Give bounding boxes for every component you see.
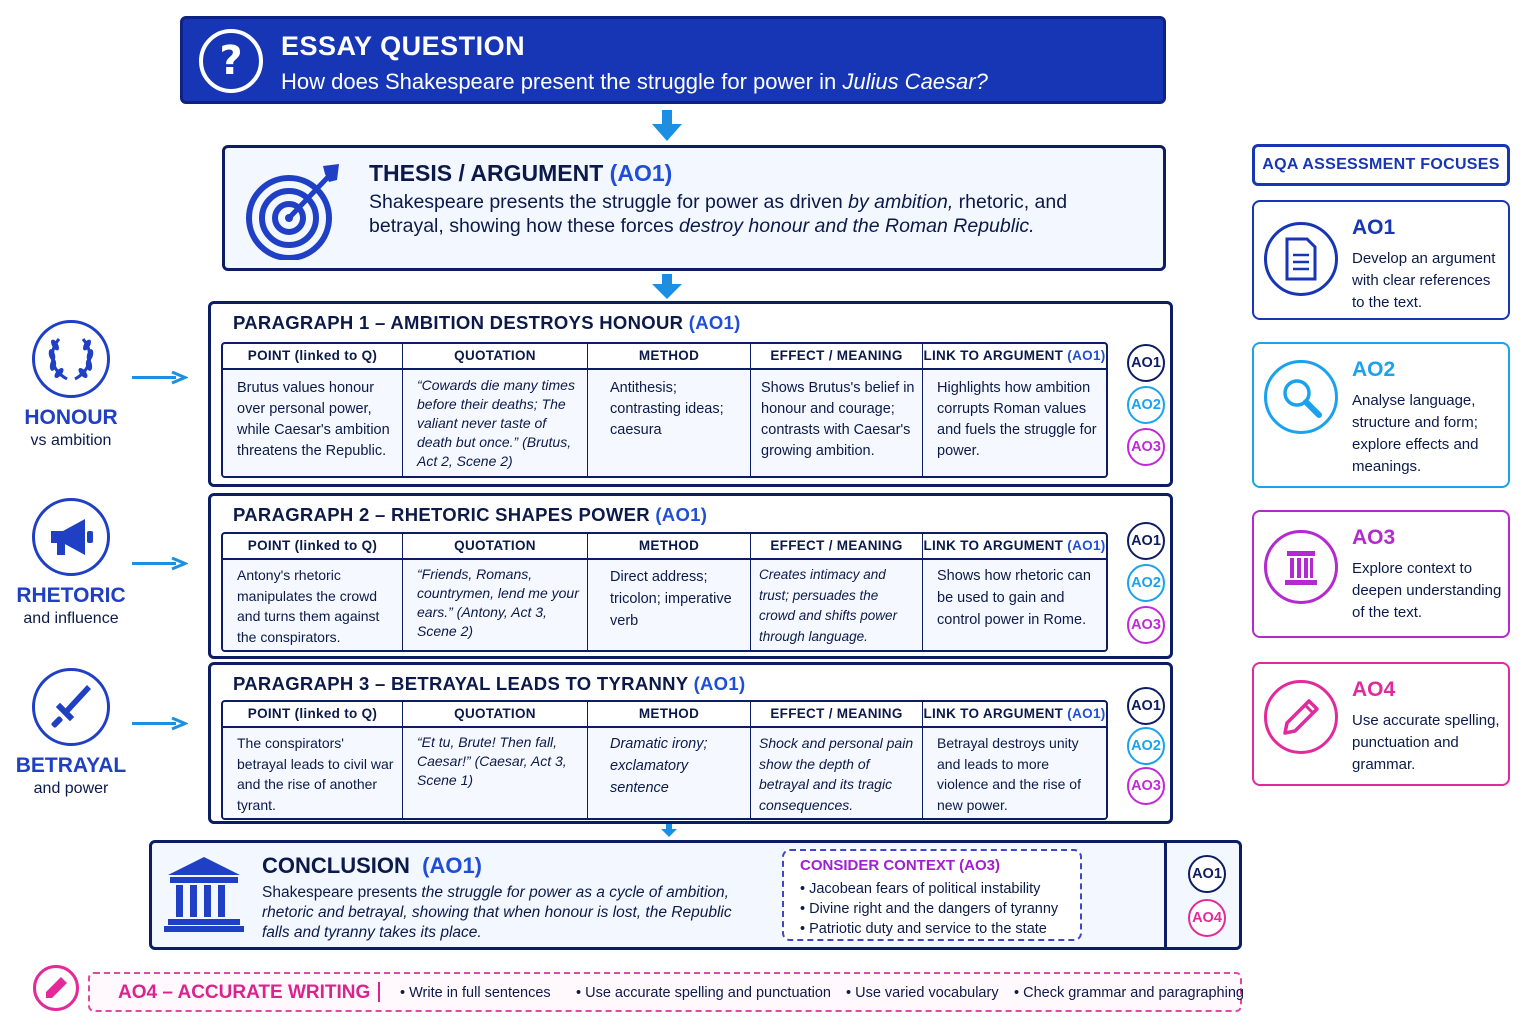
context-item: • Divine right and the dangers of tyranny xyxy=(800,899,1058,919)
arrow-right-icon xyxy=(132,371,188,385)
column-header: METHOD xyxy=(588,534,751,560)
context-item: • Patriotic duty and service to the state xyxy=(800,919,1058,939)
ao-badge: AO1 xyxy=(1188,855,1226,893)
arrow-down-icon xyxy=(650,110,684,142)
column-header: QUOTATION xyxy=(403,534,588,560)
writing-item: • Use varied vocabulary xyxy=(846,985,999,1001)
column-header: LINK TO ARGUMENT (AO1) xyxy=(923,344,1106,370)
writing-item: • Check grammar and paragraphing xyxy=(1014,985,1244,1001)
context-item: • Jacobean fears of political instability xyxy=(800,879,1058,899)
question-icon: ? xyxy=(199,29,263,93)
quotation-cell: “Et tu, Brute! Then fall, Caesar!” (Caesar, Act 3, Scene 1) xyxy=(403,728,588,819)
conclusion-panel xyxy=(149,840,1242,950)
column-header: POINT (linked to Q) xyxy=(223,702,403,728)
theme-subtitle: and influence xyxy=(23,610,119,627)
point-cell: Antony's rhetoric manipulates the crowd and turns them against the conspirators. xyxy=(223,560,403,651)
document-icon xyxy=(1264,222,1338,296)
magnifier-icon xyxy=(1264,360,1338,434)
arrow-right-icon xyxy=(132,717,188,731)
target-icon xyxy=(245,160,345,260)
theme-subtitle: vs ambition xyxy=(30,432,112,449)
quotation-cell: “Cowards die many times before their deaths; The valiant never taste of death but once.” (Brutus, Act 2, Scene 2) xyxy=(403,370,588,476)
ao-badge: AO4 xyxy=(1188,899,1226,937)
column-header: LINK TO ARGUMENT (AO1) xyxy=(923,534,1106,560)
conclusion-text: Shakespeare presents the struggle for power as a cycle of ambition, rhetoric and betrayal, showing that when honour is lost, the Republic falls and tyranny takes its place. xyxy=(262,884,732,941)
context-title: CONSIDER CONTEXT (AO3) xyxy=(800,857,1001,874)
pencil-icon xyxy=(1264,680,1338,754)
column-header: EFFECT / MEANING xyxy=(751,534,923,560)
divider xyxy=(378,982,380,1002)
ao1-card xyxy=(1252,200,1510,320)
essay-question-title: ESSAY QUESTION xyxy=(281,31,526,61)
point-cell: The conspirators' betrayal leads to civil war and the rise of another tyrant. xyxy=(223,728,403,819)
megaphone-icon xyxy=(32,498,110,576)
effect-cell: Shows Brutus's belief in honour and courage; contrasts with Caesar's growing ambition. xyxy=(751,370,923,476)
ao-badge: AO3 xyxy=(1127,428,1165,466)
column-header: POINT (linked to Q) xyxy=(223,344,403,370)
ao-code: AO4 xyxy=(1352,678,1396,701)
laurel-wreath-icon xyxy=(32,320,110,398)
link-cell: Betrayal destroys unity and leads to more violence and the rise of new power. xyxy=(923,728,1106,819)
writing-item: • Write in full sentences xyxy=(400,985,551,1001)
ao-code: AO2 xyxy=(1352,358,1396,381)
column-header: EFFECT / MEANING xyxy=(751,702,923,728)
paragraph-title: PARAGRAPH 2 – RHETORIC SHAPES POWER (AO1) xyxy=(233,504,708,525)
pillar-icon xyxy=(1264,530,1338,604)
link-cell: Highlights how ambition corrupts Roman values and fuels the struggle for power. xyxy=(923,370,1106,476)
column-header: EFFECT / MEANING xyxy=(751,344,923,370)
ao-code: AO3 xyxy=(1352,526,1396,549)
ao-badge: AO2 xyxy=(1127,386,1165,424)
link-cell: Shows how rhetoric can be used to gain and control power in Rome. xyxy=(923,560,1106,651)
theme-betrayal xyxy=(1,668,141,798)
theme-name: BETRAYAL xyxy=(15,754,127,777)
column-header: QUOTATION xyxy=(403,702,588,728)
column-header: METHOD xyxy=(588,702,751,728)
ao-badge: AO1 xyxy=(1127,687,1165,725)
ao-badge: AO3 xyxy=(1127,606,1165,644)
essay-question-text: How does Shakespeare present the struggle for power in Julius Caesar? xyxy=(281,69,988,94)
ao-badge: AO2 xyxy=(1127,727,1165,765)
ao3-card xyxy=(1252,510,1510,638)
paragraph-title: PARAGRAPH 1 – AMBITION DESTROYS HONOUR (AO1) xyxy=(233,312,741,333)
method-cell: Antithesis; contrasting ideas; caesura xyxy=(588,370,751,476)
thesis-title: THESIS / ARGUMENT (AO1) xyxy=(369,160,673,186)
arrow-right-icon xyxy=(132,557,188,571)
paragraph-panel-3 xyxy=(208,662,1173,824)
assessment-focuses-title: AQA ASSESSMENT FOCUSES xyxy=(1252,144,1510,186)
dagger-icon xyxy=(32,668,110,746)
point-cell: Brutus values honour over personal power, while Caesar's ambition threatens the Republic. xyxy=(223,370,403,476)
thesis-text: Shakespeare presents the struggle for power as driven by ambition, rhetoric, and betrayal, showing how these forces destroy honour and the Roman Republic. xyxy=(369,191,1068,237)
paragraph-panel-1 xyxy=(208,301,1173,487)
ao-description: Use accurate spelling, punctuation and grammar. xyxy=(1352,712,1500,773)
theme-rhetoric xyxy=(1,498,141,628)
theme-subtitle: and power xyxy=(33,780,109,797)
writing-title: AO4 – ACCURATE WRITING xyxy=(118,982,371,1003)
ao-badge: AO2 xyxy=(1127,564,1165,602)
ao-code: AO1 xyxy=(1352,216,1396,239)
ao-badge: AO3 xyxy=(1127,767,1165,805)
conclusion-title: CONCLUSION (AO1) xyxy=(262,853,483,878)
ao2-card xyxy=(1252,342,1510,488)
paragraph-table xyxy=(221,700,1108,820)
ao-description: Analyse language, structure and form; explore effects and meanings. xyxy=(1352,392,1479,475)
divider xyxy=(1164,840,1167,950)
ao-description: Explore context to deepen understanding of the text. xyxy=(1352,560,1502,621)
column-header: LINK TO ARGUMENT (AO1) xyxy=(923,702,1106,728)
ao4-card xyxy=(1252,662,1510,786)
writing-item: • Use accurate spelling and punctuation xyxy=(576,985,831,1001)
ao-badge: AO1 xyxy=(1127,344,1165,382)
pencil-icon xyxy=(33,965,79,1011)
paragraph-table xyxy=(221,532,1108,652)
ao-badge: AO1 xyxy=(1127,522,1165,560)
column-header: QUOTATION xyxy=(403,344,588,370)
effect-cell: Shock and personal pain show the depth of betrayal and its tragic consequences. xyxy=(751,728,923,819)
theme-honour xyxy=(1,320,141,450)
column-header: POINT (linked to Q) xyxy=(223,534,403,560)
arrow-down-icon xyxy=(660,824,678,838)
effect-cell: Creates intimacy and trust; persuades the crowd and shifts power through language. xyxy=(751,560,923,651)
quotation-cell: “Friends, Romans, countrymen, lend me your ears.” (Antony, Act 3, Scene 2) xyxy=(403,560,588,651)
thesis-panel xyxy=(222,145,1166,271)
temple-icon xyxy=(164,853,244,933)
theme-name: HONOUR xyxy=(24,406,118,429)
paragraph-title: PARAGRAPH 3 – BETRAYAL LEADS TO TYRANNY (AO1) xyxy=(233,673,746,694)
method-cell: Dramatic irony; exclamatory sentence xyxy=(588,728,751,819)
column-header: METHOD xyxy=(588,344,751,370)
method-cell: Direct address; tricolon; imperative verb xyxy=(588,560,751,651)
arrow-down-icon xyxy=(650,274,684,300)
essay-question-banner xyxy=(180,16,1166,104)
context-list xyxy=(800,879,1058,939)
paragraph-table xyxy=(221,342,1108,478)
theme-name: RHETORIC xyxy=(16,584,126,607)
paragraph-panel-2 xyxy=(208,493,1173,659)
ao-description: Develop an argument with clear references to the text. xyxy=(1352,250,1496,311)
context-box xyxy=(782,849,1082,941)
accurate-writing-strip xyxy=(88,972,1242,1012)
